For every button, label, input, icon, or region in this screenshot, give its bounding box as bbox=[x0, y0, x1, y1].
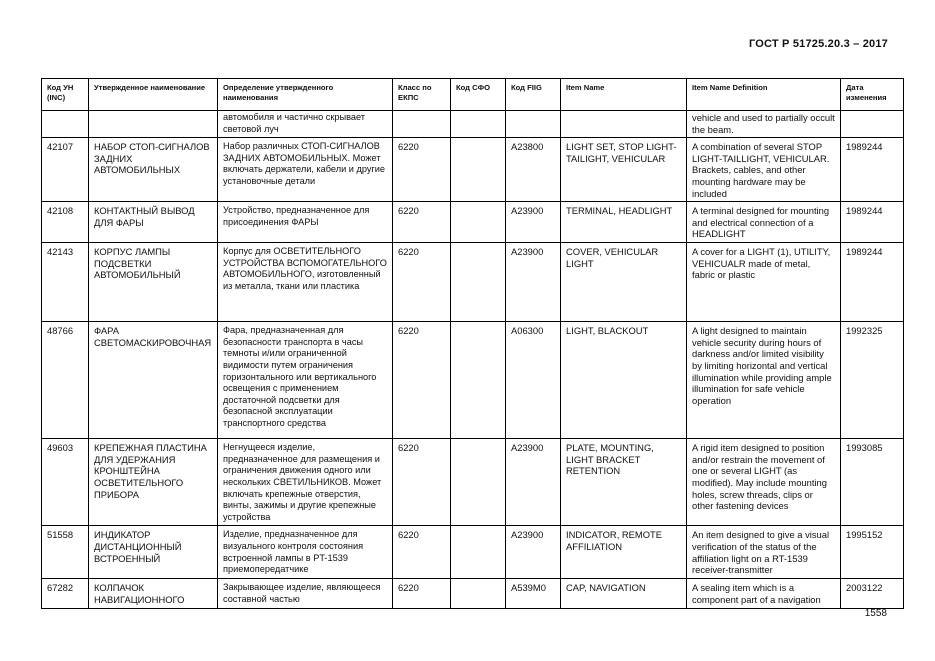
table-cell bbox=[393, 111, 451, 138]
table-cell: 6220 bbox=[393, 322, 451, 439]
column-header: Определение утвержденного наименования bbox=[218, 79, 393, 111]
table-cell: Корпус для ОСВЕТИТЕЛЬНОГО УСТРОЙСТВА ВСПОМОГАТЕЛЬНОГО АВТОМОБИЛЬНОГО, изготовленный из металла, ткани или пластика bbox=[218, 243, 393, 322]
table-cell bbox=[451, 322, 506, 439]
column-header: Утвержденное наименование bbox=[89, 79, 218, 111]
table-cell: 6220 bbox=[393, 138, 451, 202]
table-cell: 6220 bbox=[393, 526, 451, 579]
table-cell bbox=[506, 111, 561, 138]
column-header: Класс по ЕКПС bbox=[393, 79, 451, 111]
table-cell: A23900 bbox=[506, 526, 561, 579]
table-cell bbox=[451, 243, 506, 322]
table-cell bbox=[841, 111, 904, 138]
table-cell bbox=[451, 579, 506, 608]
table-cell: 48766 bbox=[42, 322, 89, 439]
table-cell: A23800 bbox=[506, 138, 561, 202]
table-cell: ИНДИКАТОР ДИСТАНЦИОННЫЙ ВСТРОЕННЫЙ bbox=[89, 526, 218, 579]
classification-table bbox=[41, 78, 904, 609]
table-cell bbox=[451, 202, 506, 243]
table-cell: 6220 bbox=[393, 202, 451, 243]
table-cell: КОЛПАЧОК НАВИГАЦИОННОГО bbox=[89, 579, 218, 608]
document-header: ГОСТ Р 51725.20.3 – 2017 bbox=[748, 38, 888, 50]
table-cell: vehicle and used to partially occult the beam. bbox=[687, 111, 841, 138]
table-cell: КОНТАКТНЫЙ ВЫВОД ДЛЯ ФАРЫ bbox=[89, 202, 218, 243]
table-cell: 49603 bbox=[42, 439, 89, 526]
table-cell: A cover for a LIGHT (1), UTILITY, VEHICUALR made of metal, fabric or plastic bbox=[687, 243, 841, 322]
table-cell: A light designed to maintain vehicle security during hours of darkness and/or limited visibility by limiting horizontal and vertical illumination while providing ample illumination for safe vehicle operation bbox=[687, 322, 841, 439]
table-row bbox=[42, 439, 904, 526]
table-cell: TERMINAL, HEADLIGHT bbox=[561, 202, 687, 243]
column-header: Item Name Definition bbox=[687, 79, 841, 111]
table-cell bbox=[561, 111, 687, 138]
table-cell: 42108 bbox=[42, 202, 89, 243]
table-cell: INDICATOR, REMOTE AFFILIATION bbox=[561, 526, 687, 579]
table-cell: A539M0 bbox=[506, 579, 561, 608]
table-cell: 1989244 bbox=[841, 243, 904, 322]
table-row bbox=[42, 579, 904, 608]
table-row bbox=[42, 202, 904, 243]
table-cell: A06300 bbox=[506, 322, 561, 439]
table-cell: 42107 bbox=[42, 138, 89, 202]
table-cell bbox=[451, 138, 506, 202]
table-cell: A combination of several STOP LIGHT-TAILLIGHT, VEHICULAR. Brackets, cables, and other mounting hardware may be included bbox=[687, 138, 841, 202]
table-cell: A sealing item which is a component part of a navigation bbox=[687, 579, 841, 608]
column-header: Код УН (INC) bbox=[42, 79, 89, 111]
table-cell: 42143 bbox=[42, 243, 89, 322]
table-cell bbox=[451, 526, 506, 579]
table-cell: Устройство, предназначенное для присоединения ФАРЫ bbox=[218, 202, 393, 243]
table-cell bbox=[451, 111, 506, 138]
table-cell: Негнущееся изделие, предназначенное для размещения и ограничения движения одного или нескольких СВЕТИЛЬНИКОВ. Может включать крепежные отверстия, винты, зажимы и другие крепежные устройства bbox=[218, 439, 393, 526]
table-row bbox=[42, 111, 904, 138]
table-cell: 6220 bbox=[393, 243, 451, 322]
table-cell: Закрывающее изделие, являющееся составной частью bbox=[218, 579, 393, 608]
column-header: Item Name bbox=[561, 79, 687, 111]
table-cell bbox=[451, 439, 506, 526]
table-cell: 1989244 bbox=[841, 138, 904, 202]
table-cell: 51558 bbox=[42, 526, 89, 579]
table-cell: CAP, NAVIGATION bbox=[561, 579, 687, 608]
table-cell: 1989244 bbox=[841, 202, 904, 243]
table-cell: LIGHT, BLACKOUT bbox=[561, 322, 687, 439]
table-cell: COVER, VEHICULAR LIGHT bbox=[561, 243, 687, 322]
table-cell: A23900 bbox=[506, 202, 561, 243]
table-cell: PLATE, MOUNTING, LIGHT BRACKET RETENTION bbox=[561, 439, 687, 526]
table-row bbox=[42, 138, 904, 202]
table-cell: КОРПУС ЛАМПЫ ПОДСВЕТКИ АВТОМОБИЛЬНЫЙ bbox=[89, 243, 218, 322]
column-header: Код FIIG bbox=[506, 79, 561, 111]
page-number: 1558 bbox=[864, 608, 887, 619]
table-cell bbox=[42, 111, 89, 138]
table-cell: 6220 bbox=[393, 579, 451, 608]
table-row bbox=[42, 322, 904, 439]
column-header: Дата изменения bbox=[841, 79, 904, 111]
table-cell: автомобиля и частично скрывает световой луч bbox=[218, 111, 393, 138]
table-cell: 6220 bbox=[393, 439, 451, 526]
table-cell: A23900 bbox=[506, 243, 561, 322]
table-cell: LIGHT SET, STOP LIGHT-TAILIGHT, VEHICULAR bbox=[561, 138, 687, 202]
table-cell: 1992325 bbox=[841, 322, 904, 439]
table-row bbox=[42, 526, 904, 579]
table-header-row bbox=[42, 79, 904, 111]
table-cell: 1995152 bbox=[841, 526, 904, 579]
table-cell: An item designed to give a visual verification of the status of the affiliation light on a RT-1539 receiver-transmitter bbox=[687, 526, 841, 579]
table-cell: Набор различных СТОП-СИГНАЛОВ ЗАДНИХ АВТОМОБИЛЬНЫХ. Может включать держатели, кабели и другие установочные детали bbox=[218, 138, 393, 202]
table-cell: ФАРА СВЕТОМАСКИРОВОЧНАЯ bbox=[89, 322, 218, 439]
table-cell: 1993085 bbox=[841, 439, 904, 526]
table-cell: НАБОР СТОП-СИГНАЛОВ ЗАДНИХ АВТОМОБИЛЬНЫХ bbox=[89, 138, 218, 202]
table-cell: Изделие, предназначенное для визуального контроля состояния встроенной лампы в PT-1539 приемопередатчике bbox=[218, 526, 393, 579]
table-cell: A terminal designed for mounting and electrical connection of a HEADLIGHT bbox=[687, 202, 841, 243]
table-cell: A rigid item designed to position and/or restrain the movement of one or several LIGHT (as modified). May include mounting holes, screw threads, clips or other fastening devices bbox=[687, 439, 841, 526]
table-cell: Фара, предназначенная для безопасности транспорта в часы темноты и/или ограниченной видимости путем ограничения горизонтального или вертикального освещения с применением достаточной подсветки для безопасной эксплуатации транспортного средства bbox=[218, 322, 393, 439]
column-header: Код СФО bbox=[451, 79, 506, 111]
table-cell bbox=[89, 111, 218, 138]
table-cell: 67282 bbox=[42, 579, 89, 608]
table-cell: 2003122 bbox=[841, 579, 904, 608]
table-row bbox=[42, 243, 904, 322]
table-cell: A23900 bbox=[506, 439, 561, 526]
table-cell: КРЕПЕЖНАЯ ПЛАСТИНА ДЛЯ УДЕРЖАНИЯ КРОНШТЕЙНА ОСВЕТИТЕЛЬНОГО ПРИБОРА bbox=[89, 439, 218, 526]
